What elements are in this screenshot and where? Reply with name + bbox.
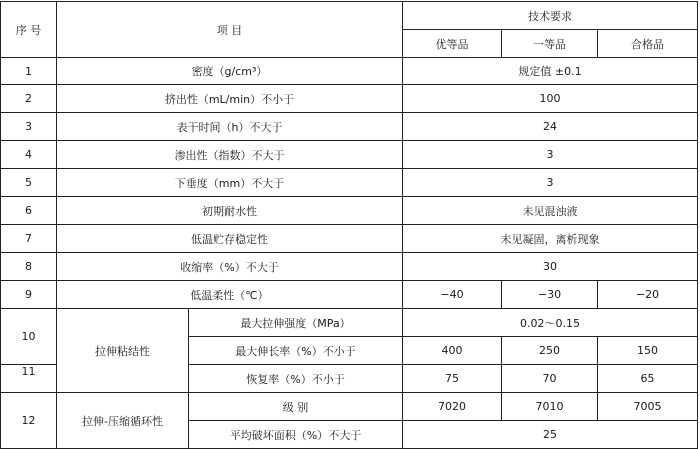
- row-value: 100: [403, 85, 698, 113]
- row-number: 6: [1, 197, 57, 225]
- row-value: 25: [403, 421, 698, 449]
- row-number: 1: [1, 58, 57, 85]
- row-value-first: 70: [502, 365, 598, 393]
- row-item: 渗出性（指数）不大于: [57, 141, 403, 169]
- table-row: [1, 309, 698, 337]
- row-number: 3: [1, 113, 57, 141]
- header-item: 项 目: [57, 2, 403, 58]
- table-row: [1, 281, 698, 309]
- row-number: 2: [1, 85, 57, 113]
- group-label-tensile: 拉伸粘结性: [57, 309, 189, 393]
- row-number: 8: [1, 253, 57, 281]
- table-row: [1, 393, 698, 421]
- row-value-first: 250: [502, 337, 598, 365]
- row-value: 规定值 ±0.1: [403, 58, 698, 85]
- row-number: 7: [1, 225, 57, 253]
- row-value: 24: [403, 113, 698, 141]
- table-row: [1, 58, 698, 85]
- technical-requirements-table: [0, 1, 698, 449]
- table-row: [1, 141, 698, 169]
- table-row: [1, 253, 698, 281]
- group-label-cyclic: 拉伸-压缩循环性: [57, 393, 189, 449]
- row-item: 恢复率（%）不小于: [189, 365, 403, 393]
- row-value-first: −30: [502, 281, 598, 309]
- row-item: 挤出性（mL/min）不小于: [57, 85, 403, 113]
- table-row: [1, 197, 698, 225]
- row-value: 30: [403, 253, 698, 281]
- row-value: 3: [403, 169, 698, 197]
- row-value-qualified: 7005: [598, 393, 698, 421]
- row-value-superior: 7020: [403, 393, 502, 421]
- row-value: 3: [403, 141, 698, 169]
- row-value: 0.02～0.15: [403, 309, 698, 337]
- row-item: 低温贮存稳定性: [57, 225, 403, 253]
- table-row: [1, 225, 698, 253]
- table-row: [1, 85, 698, 113]
- row-value-qualified: 65: [598, 365, 698, 393]
- row-value-qualified: −20: [598, 281, 698, 309]
- row-item: 最大拉伸强度（MPa）: [189, 309, 403, 337]
- row-number: 11: [1, 365, 57, 393]
- header-grade-superior: 优等品: [403, 30, 502, 58]
- row-value-superior: 75: [403, 365, 502, 393]
- row-number: 5: [1, 169, 57, 197]
- row-item: 平均破坏面积（%）不大于: [189, 421, 403, 449]
- row-value-superior: 400: [403, 337, 502, 365]
- row-value: 未见凝固，离析现象: [403, 225, 698, 253]
- row-number: 12: [1, 393, 57, 449]
- row-item: 下垂度（mm）不大于: [57, 169, 403, 197]
- row-number: 10: [1, 309, 57, 365]
- row-item: 表干时间（h）不大于: [57, 113, 403, 141]
- header-tech-req: 技术要求: [403, 2, 698, 30]
- row-number: 9: [1, 281, 57, 309]
- row-item: 低温柔性（℃）: [57, 281, 403, 309]
- row-value: 未见混浊液: [403, 197, 698, 225]
- row-item: 级 别: [189, 393, 403, 421]
- row-value-qualified: 150: [598, 337, 698, 365]
- row-item: 最大伸长率（%）不小于: [189, 337, 403, 365]
- header-row-1: [1, 2, 698, 30]
- row-item: 密度（g/cm³）: [57, 58, 403, 85]
- row-value-superior: −40: [403, 281, 502, 309]
- row-item: 初期耐水性: [57, 197, 403, 225]
- table-row: [1, 169, 698, 197]
- row-number: 4: [1, 141, 57, 169]
- header-seq: 序 号: [1, 2, 57, 58]
- row-item: 收缩率（%）不大于: [57, 253, 403, 281]
- header-grade-first: 一等品: [502, 30, 598, 58]
- table-row: [1, 113, 698, 141]
- row-value-first: 7010: [502, 393, 598, 421]
- header-grade-qualified: 合格品: [598, 30, 698, 58]
